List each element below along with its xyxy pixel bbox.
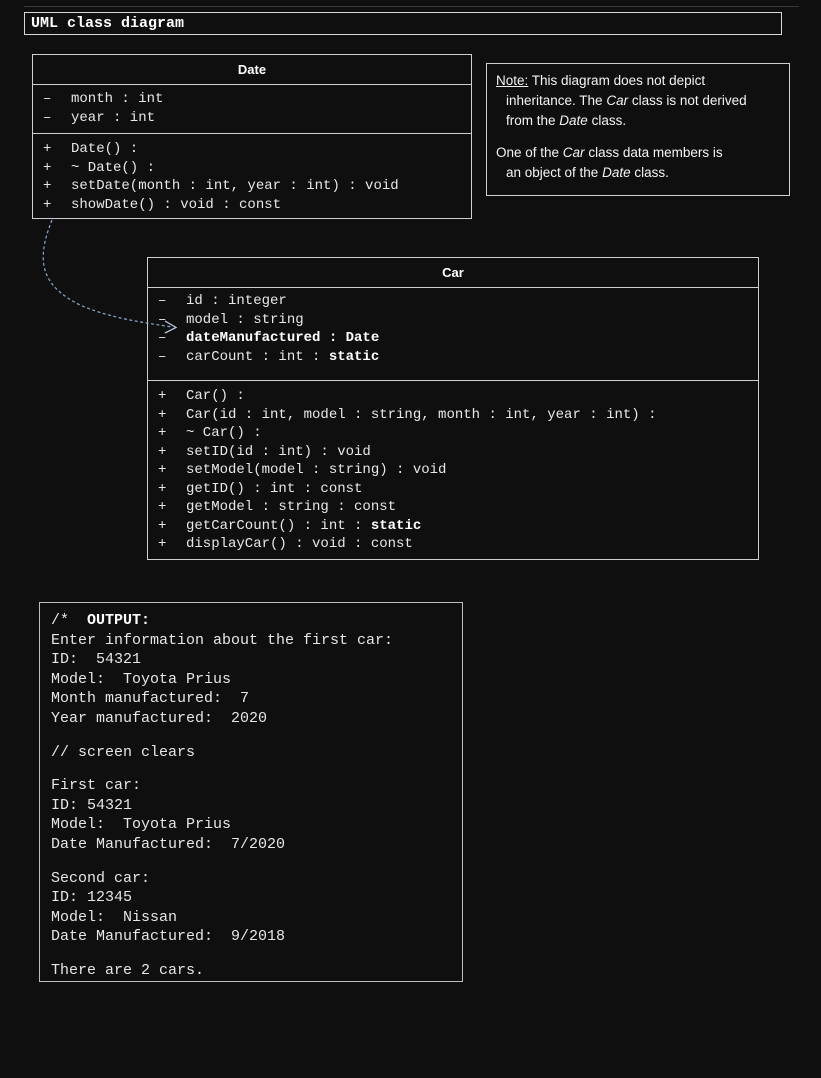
- visibility-marker: +: [158, 406, 167, 423]
- member-text: month : int: [71, 91, 164, 107]
- car-method-row: [148, 517, 758, 536]
- car-attribute-signature: [186, 311, 304, 330]
- car-method-signature: [186, 406, 656, 425]
- car-method-row: [148, 424, 758, 443]
- date-method-row: [33, 177, 471, 196]
- car-method-row: [148, 461, 758, 480]
- car-attribute-signature: [186, 329, 379, 348]
- member-text: setID(id : int) : void: [186, 443, 371, 460]
- date-attribute-signature: [71, 90, 163, 109]
- bold-text: static: [328, 348, 380, 365]
- output-line: [51, 927, 451, 947]
- member-text: getModel : string : const: [186, 499, 397, 515]
- visibility-marker: +: [158, 499, 167, 515]
- visibility-marker: +: [43, 141, 52, 157]
- member-text: Car() :: [186, 388, 245, 404]
- date-attribute-row: [33, 109, 471, 128]
- car-method-row: [148, 480, 758, 499]
- output-text: Model: Toyota Prius: [51, 816, 232, 834]
- member-text: ~ Date() :: [71, 159, 156, 176]
- note-text: from the: [506, 113, 560, 128]
- note-text: class data members is: [584, 145, 723, 160]
- car-attribute-row: [148, 292, 758, 311]
- member-text: ~ Car() :: [186, 425, 262, 441]
- member-text: setModel(model : string) : void: [186, 462, 447, 478]
- output-text: // screen clears: [51, 743, 196, 761]
- note-box: [486, 63, 790, 196]
- car-attribute-row: [148, 348, 758, 367]
- date-attribute-row: [33, 90, 471, 109]
- visibility-marker: +: [158, 388, 167, 404]
- bold-text: static: [370, 517, 422, 534]
- note-text: class.: [587, 113, 627, 128]
- member-text: carCount : int :: [186, 348, 329, 365]
- output-line: [51, 689, 451, 709]
- member-text: Car(id : int, model : string, month : int, year : int) :: [186, 406, 657, 423]
- note-date-ref: Date: [602, 165, 631, 180]
- note-car-ref: Car: [562, 145, 585, 160]
- program-output-box: [39, 602, 463, 982]
- output-gap: [51, 729, 451, 743]
- visibility-marker: –: [43, 109, 52, 126]
- member-text: getCarCount() : int :: [186, 517, 371, 534]
- car-methods: [148, 381, 758, 554]
- visibility-marker: +: [158, 480, 167, 497]
- car-method-signature: [186, 498, 396, 517]
- note-date-ref: Date: [559, 113, 588, 128]
- car-method-row: [148, 535, 758, 554]
- member-text: setDate(month : int, year : int) : void: [71, 178, 399, 194]
- visibility-marker: –: [158, 293, 167, 309]
- output-line: [51, 961, 451, 981]
- car-method-row: [148, 387, 758, 406]
- car-method-signature: [186, 535, 413, 554]
- output-text: Model: Nissan: [51, 908, 178, 926]
- note-text: inheritance. The: [506, 93, 607, 108]
- output-text: ID: 54321: [51, 796, 133, 814]
- car-attribute-signature: [186, 292, 287, 311]
- output-gap: [51, 947, 451, 961]
- output-text: Year manufactured: 2020: [51, 709, 268, 727]
- visibility-marker: +: [158, 462, 167, 478]
- output-line: [51, 888, 451, 908]
- visibility-marker: +: [43, 159, 52, 176]
- date-method-row: [33, 140, 471, 159]
- car-class-box: [147, 257, 759, 560]
- car-attribute-row: [148, 311, 758, 330]
- output-text: Second car:: [51, 869, 151, 887]
- output-gap: [51, 855, 451, 869]
- car-method-row: [148, 443, 758, 462]
- member-text: showDate() : void : const: [71, 196, 282, 213]
- output-text: Model: Toyota Prius: [51, 670, 232, 688]
- output-text: ID: 12345: [51, 889, 133, 907]
- date-methods: [33, 134, 471, 214]
- car-method-signature: [186, 480, 362, 499]
- date-attribute-signature: [71, 109, 155, 128]
- output-line: [51, 796, 451, 816]
- output-text: Month manufactured: 7: [51, 690, 250, 708]
- member-text: Date() :: [71, 141, 139, 157]
- output-text: Date Manufactured: 9/2018: [51, 928, 286, 946]
- output-line: [51, 815, 451, 835]
- top-divider: [24, 6, 799, 7]
- member-text: id : integer: [186, 293, 287, 309]
- visibility-marker: –: [158, 348, 167, 365]
- output-text: Date Manufactured: 7/2020: [51, 835, 286, 853]
- date-class-box: [32, 54, 472, 219]
- output-text: /*: [51, 612, 88, 629]
- car-method-row: [148, 406, 758, 425]
- visibility-marker: +: [158, 443, 167, 460]
- visibility-marker: +: [43, 178, 52, 194]
- diagram-title: UML class diagram: [24, 12, 782, 35]
- note-label: Note:: [496, 73, 529, 88]
- bold-text: dateManufactured : Date: [186, 330, 380, 346]
- car-method-signature: [186, 424, 262, 443]
- date-method-row: [33, 159, 471, 178]
- date-method-signature: [71, 196, 281, 215]
- visibility-marker: –: [158, 330, 167, 346]
- member-text: model : string: [186, 311, 304, 328]
- date-attributes: [33, 85, 471, 134]
- car-class-name: Car: [148, 258, 758, 288]
- output-heading: OUTPUT:: [87, 612, 151, 629]
- output-line: [51, 611, 451, 631]
- visibility-marker: –: [43, 91, 52, 107]
- car-attribute-row: [148, 329, 758, 348]
- output-line: [51, 835, 451, 855]
- output-line: [51, 776, 451, 796]
- note-text: This diagram does not depict: [528, 73, 706, 88]
- car-method-signature: [186, 517, 421, 536]
- visibility-marker: –: [158, 311, 167, 328]
- member-text: year : int: [71, 109, 156, 126]
- output-line: [51, 743, 451, 763]
- visibility-marker: +: [43, 196, 52, 213]
- note-text: class.: [630, 165, 669, 180]
- note-text: One of the: [496, 145, 563, 160]
- date-method-signature: [71, 140, 138, 159]
- visibility-marker: +: [158, 425, 167, 441]
- visibility-marker: +: [158, 517, 167, 534]
- car-method-signature: [186, 461, 446, 480]
- date-method-signature: [71, 159, 155, 178]
- visibility-marker: +: [158, 536, 167, 552]
- output-gap: [51, 762, 451, 776]
- output-line: [51, 631, 451, 651]
- car-method-row: [148, 498, 758, 517]
- car-attributes: [148, 288, 758, 381]
- output-line: [51, 869, 451, 889]
- output-text: There are 2 cars.: [51, 961, 205, 979]
- note-text: an object of the: [506, 165, 603, 180]
- member-text: getID() : int : const: [186, 480, 363, 497]
- date-class-name: Date: [33, 55, 471, 85]
- date-method-row: [33, 196, 471, 215]
- output-line: [51, 650, 451, 670]
- note-text: class is not derived: [628, 93, 747, 108]
- output-line: [51, 709, 451, 729]
- output-text: Enter information about the first car:: [51, 631, 394, 649]
- note-car-ref: Car: [606, 93, 629, 108]
- car-method-signature: [186, 387, 245, 406]
- car-method-signature: [186, 443, 371, 462]
- date-method-signature: [71, 177, 399, 196]
- output-line: [51, 908, 451, 928]
- member-text: displayCar() : void : const: [186, 536, 413, 552]
- car-attribute-signature: [186, 348, 379, 367]
- output-text: First car:: [51, 777, 142, 795]
- output-line: [51, 670, 451, 690]
- output-text: ID: 54321: [51, 651, 142, 669]
